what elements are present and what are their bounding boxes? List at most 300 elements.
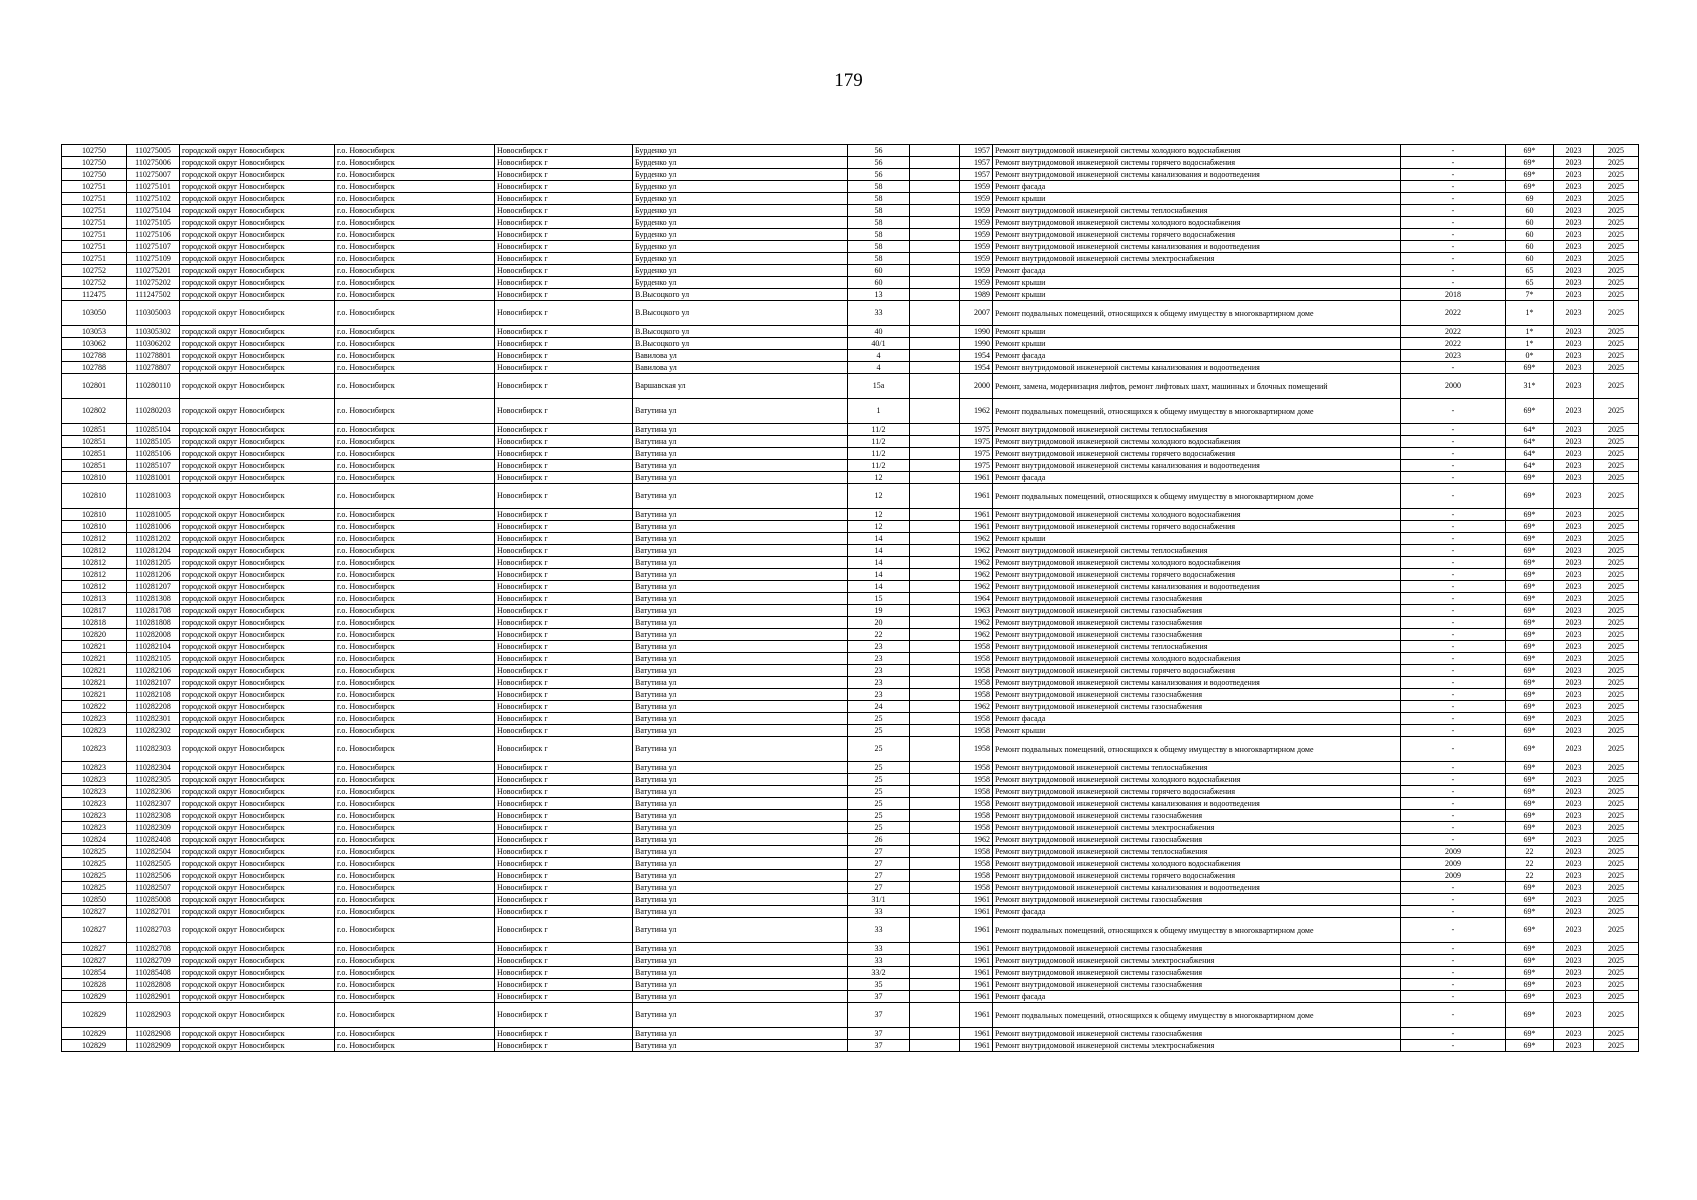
cell-work-type: Ремонт крыши [993, 725, 1401, 737]
cell-wear-percent: 22 [1506, 846, 1554, 858]
cell-settlement: Новосибирск г [495, 943, 633, 955]
cell-start-year: 2023 [1554, 846, 1594, 858]
cell-house-id: 102788 [62, 362, 127, 374]
cell-street: Ватутина ул [633, 424, 848, 436]
cell-municipality: г.о. Новосибирск [335, 436, 495, 448]
cell-year-built: 1962 [960, 617, 993, 629]
cell-end-year: 2025 [1594, 484, 1639, 509]
cell-work-type: Ремонт внутридомовой инженерной системы газоснабжения [993, 629, 1401, 641]
cell-year-built: 1958 [960, 858, 993, 870]
cell-end-year: 2025 [1594, 277, 1639, 289]
cell-building [910, 374, 960, 399]
cell-street: Ватутина ул [633, 798, 848, 810]
cell-year-built: 1961 [960, 894, 993, 906]
cell-municipality: г.о. Новосибирск [335, 641, 495, 653]
cell-last-repair-year: - [1401, 362, 1506, 374]
cell-house-id: 102821 [62, 653, 127, 665]
cell-building [910, 629, 960, 641]
cell-wear-percent: 69* [1506, 472, 1554, 484]
cell-work-type: Ремонт внутридомовой инженерной системы электроснабжения [993, 955, 1401, 967]
cell-settlement: Новосибирск г [495, 967, 633, 979]
cell-municipality: г.о. Новосибирск [335, 301, 495, 326]
cell-work-type: Ремонт внутридомовой инженерной системы холодного водоснабжения [993, 217, 1401, 229]
cell-year-built: 1957 [960, 145, 993, 157]
cell-house-number: 23 [848, 677, 910, 689]
cell-year-built: 1975 [960, 424, 993, 436]
cell-work-type: Ремонт фасада [993, 181, 1401, 193]
cell-wear-percent: 65 [1506, 265, 1554, 277]
cell-house-id: 102824 [62, 834, 127, 846]
cell-work-id: 110281808 [127, 617, 180, 629]
cell-wear-percent: 69* [1506, 569, 1554, 581]
cell-building [910, 677, 960, 689]
cell-work-type: Ремонт подвальных помещений, относящихся к общему имуществу в многоквартирном доме [993, 1003, 1401, 1028]
cell-settlement: Новосибирск г [495, 653, 633, 665]
cell-building [910, 169, 960, 181]
cell-building [910, 1028, 960, 1040]
cell-last-repair-year: - [1401, 882, 1506, 894]
cell-house-id: 102827 [62, 918, 127, 943]
table-row [62, 289, 1639, 301]
cell-municipality: г.о. Новосибирск [335, 448, 495, 460]
cell-work-id: 110280203 [127, 399, 180, 424]
cell-settlement: Новосибирск г [495, 193, 633, 205]
cell-start-year: 2023 [1554, 169, 1594, 181]
cell-house-id: 103053 [62, 326, 127, 338]
cell-settlement: Новосибирск г [495, 846, 633, 858]
cell-settlement: Новосибирск г [495, 265, 633, 277]
cell-end-year: 2025 [1594, 241, 1639, 253]
cell-end-year: 2025 [1594, 1028, 1639, 1040]
cell-work-type: Ремонт подвальных помещений, относящихся к общему имуществу в многоквартирном доме [993, 399, 1401, 424]
cell-year-built: 1959 [960, 253, 993, 265]
cell-street: Ватутина ул [633, 713, 848, 725]
cell-municipal-district: городской округ Новосибирск [180, 326, 335, 338]
cell-house-id: 102751 [62, 205, 127, 217]
cell-building [910, 205, 960, 217]
cell-house-id: 102825 [62, 870, 127, 882]
cell-building [910, 774, 960, 786]
cell-municipality: г.о. Новосибирск [335, 472, 495, 484]
cell-street: Вавилова ул [633, 350, 848, 362]
cell-last-repair-year: - [1401, 1028, 1506, 1040]
cell-work-type: Ремонт внутридомовой инженерной системы газоснабжения [993, 617, 1401, 629]
cell-building [910, 521, 960, 533]
cell-work-id: 110281206 [127, 569, 180, 581]
cell-street: Ватутина ул [633, 991, 848, 1003]
cell-work-type: Ремонт внутридомовой инженерной системы газоснабжения [993, 701, 1401, 713]
cell-municipality: г.о. Новосибирск [335, 350, 495, 362]
cell-house-number: 37 [848, 1040, 910, 1052]
cell-last-repair-year: - [1401, 774, 1506, 786]
cell-building [910, 557, 960, 569]
cell-street: Ватутина ул [633, 1003, 848, 1028]
cell-year-built: 1961 [960, 967, 993, 979]
cell-work-id: 111247502 [127, 289, 180, 301]
cell-building [910, 350, 960, 362]
cell-settlement: Новосибирск г [495, 448, 633, 460]
repair-program-table-container [61, 144, 1638, 1052]
cell-wear-percent: 1* [1506, 301, 1554, 326]
cell-end-year: 2025 [1594, 145, 1639, 157]
cell-house-number: 25 [848, 762, 910, 774]
cell-municipal-district: городской округ Новосибирск [180, 617, 335, 629]
cell-street: Бурденко ул [633, 241, 848, 253]
cell-last-repair-year: - [1401, 967, 1506, 979]
cell-year-built: 1959 [960, 217, 993, 229]
cell-start-year: 2023 [1554, 629, 1594, 641]
cell-settlement: Новосибирск г [495, 169, 633, 181]
cell-house-number: 56 [848, 157, 910, 169]
cell-start-year: 2023 [1554, 399, 1594, 424]
cell-wear-percent: 69* [1506, 593, 1554, 605]
cell-municipality: г.о. Новосибирск [335, 822, 495, 834]
cell-work-id: 110281708 [127, 605, 180, 617]
cell-last-repair-year: 2022 [1401, 338, 1506, 350]
cell-street: Ватутина ул [633, 509, 848, 521]
cell-settlement: Новосибирск г [495, 1040, 633, 1052]
cell-house-number: 11/2 [848, 448, 910, 460]
cell-work-type: Ремонт внутридомовой инженерной системы электроснабжения [993, 822, 1401, 834]
cell-settlement: Новосибирск г [495, 241, 633, 253]
cell-work-id: 110282408 [127, 834, 180, 846]
cell-house-id: 102751 [62, 253, 127, 265]
cell-settlement: Новосибирск г [495, 301, 633, 326]
cell-last-repair-year: 2000 [1401, 374, 1506, 399]
cell-start-year: 2023 [1554, 181, 1594, 193]
cell-end-year: 2025 [1594, 399, 1639, 424]
cell-last-repair-year: - [1401, 569, 1506, 581]
cell-start-year: 2023 [1554, 193, 1594, 205]
cell-work-id: 110305302 [127, 326, 180, 338]
cell-year-built: 1962 [960, 701, 993, 713]
cell-settlement: Новосибирск г [495, 786, 633, 798]
cell-building [910, 822, 960, 834]
cell-work-type: Ремонт внутридомовой инженерной системы газоснабжения [993, 967, 1401, 979]
cell-municipality: г.о. Новосибирск [335, 798, 495, 810]
cell-last-repair-year: - [1401, 798, 1506, 810]
cell-municipal-district: городской округ Новосибирск [180, 484, 335, 509]
cell-settlement: Новосибирск г [495, 460, 633, 472]
cell-start-year: 2023 [1554, 882, 1594, 894]
cell-work-id: 110282703 [127, 918, 180, 943]
cell-house-id: 102823 [62, 810, 127, 822]
cell-house-number: 14 [848, 533, 910, 545]
table-row [62, 786, 1639, 798]
cell-street: Ватутина ул [633, 436, 848, 448]
cell-house-number: 56 [848, 145, 910, 157]
cell-end-year: 2025 [1594, 906, 1639, 918]
cell-building [910, 145, 960, 157]
cell-year-built: 1957 [960, 157, 993, 169]
cell-wear-percent: 69* [1506, 521, 1554, 533]
cell-start-year: 2023 [1554, 241, 1594, 253]
table-row [62, 943, 1639, 955]
cell-last-repair-year: - [1401, 713, 1506, 725]
cell-municipality: г.о. Новосибирск [335, 362, 495, 374]
cell-municipal-district: городской округ Новосибирск [180, 991, 335, 1003]
cell-building [910, 605, 960, 617]
cell-house-number: 27 [848, 846, 910, 858]
table-row [62, 846, 1639, 858]
cell-house-number: 11/2 [848, 424, 910, 436]
cell-year-built: 1989 [960, 289, 993, 301]
cell-last-repair-year: - [1401, 181, 1506, 193]
cell-work-id: 110285408 [127, 967, 180, 979]
cell-work-type: Ремонт внутридомовой инженерной системы горячего водоснабжения [993, 665, 1401, 677]
cell-municipality: г.о. Новосибирск [335, 846, 495, 858]
table-row [62, 521, 1639, 533]
cell-house-number: 12 [848, 484, 910, 509]
cell-wear-percent: 69* [1506, 689, 1554, 701]
cell-end-year: 2025 [1594, 374, 1639, 399]
cell-work-type: Ремонт внутридомовой инженерной системы холодного водоснабжения [993, 509, 1401, 521]
cell-settlement: Новосибирск г [495, 629, 633, 641]
cell-last-repair-year: - [1401, 834, 1506, 846]
cell-start-year: 2023 [1554, 701, 1594, 713]
cell-building [910, 460, 960, 472]
cell-start-year: 2023 [1554, 484, 1594, 509]
table-row [62, 1003, 1639, 1028]
cell-municipal-district: городской округ Новосибирск [180, 918, 335, 943]
cell-wear-percent: 69 [1506, 193, 1554, 205]
cell-end-year: 2025 [1594, 641, 1639, 653]
cell-end-year: 2025 [1594, 882, 1639, 894]
cell-settlement: Новосибирск г [495, 229, 633, 241]
cell-settlement: Новосибирск г [495, 665, 633, 677]
cell-municipality: г.о. Новосибирск [335, 521, 495, 533]
cell-work-type: Ремонт подвальных помещений, относящихся к общему имуществу в многоквартирном доме [993, 301, 1401, 326]
cell-year-built: 1958 [960, 677, 993, 689]
cell-last-repair-year: - [1401, 810, 1506, 822]
cell-work-id: 110275007 [127, 169, 180, 181]
cell-start-year: 2023 [1554, 569, 1594, 581]
cell-street: Ватутина ул [633, 593, 848, 605]
table-row [62, 533, 1639, 545]
cell-building [910, 338, 960, 350]
cell-building [910, 1003, 960, 1028]
cell-building [910, 918, 960, 943]
cell-last-repair-year: - [1401, 472, 1506, 484]
cell-house-number: 60 [848, 277, 910, 289]
cell-municipality: г.о. Новосибирск [335, 858, 495, 870]
table-row [62, 822, 1639, 834]
cell-street: Ватутина ул [633, 882, 848, 894]
cell-year-built: 1958 [960, 882, 993, 894]
cell-start-year: 2023 [1554, 774, 1594, 786]
cell-start-year: 2023 [1554, 870, 1594, 882]
cell-start-year: 2023 [1554, 253, 1594, 265]
cell-street: Ватутина ул [633, 762, 848, 774]
cell-building [910, 617, 960, 629]
cell-municipality: г.о. Новосибирск [335, 725, 495, 737]
cell-start-year: 2023 [1554, 265, 1594, 277]
cell-wear-percent: 69* [1506, 822, 1554, 834]
cell-work-type: Ремонт крыши [993, 289, 1401, 301]
cell-year-built: 1959 [960, 229, 993, 241]
cell-start-year: 2023 [1554, 557, 1594, 569]
cell-street: Ватутина ул [633, 955, 848, 967]
cell-start-year: 2023 [1554, 521, 1594, 533]
table-row [62, 870, 1639, 882]
cell-year-built: 1961 [960, 521, 993, 533]
cell-street: Ватутина ул [633, 834, 848, 846]
cell-municipality: г.о. Новосибирск [335, 991, 495, 1003]
cell-work-type: Ремонт внутридомовой инженерной системы холодного водоснабжения [993, 145, 1401, 157]
cell-municipality: г.о. Новосибирск [335, 169, 495, 181]
cell-settlement: Новосибирск г [495, 181, 633, 193]
cell-house-id: 102828 [62, 979, 127, 991]
cell-wear-percent: 69* [1506, 533, 1554, 545]
cell-work-id: 110282107 [127, 677, 180, 689]
cell-start-year: 2023 [1554, 822, 1594, 834]
cell-start-year: 2023 [1554, 277, 1594, 289]
cell-last-repair-year: - [1401, 424, 1506, 436]
cell-settlement: Новосибирск г [495, 593, 633, 605]
cell-last-repair-year: - [1401, 918, 1506, 943]
cell-municipal-district: городской округ Новосибирск [180, 870, 335, 882]
cell-work-type: Ремонт внутридомовой инженерной системы газоснабжения [993, 605, 1401, 617]
cell-last-repair-year: - [1401, 605, 1506, 617]
cell-wear-percent: 69* [1506, 979, 1554, 991]
cell-house-id: 102810 [62, 484, 127, 509]
cell-house-id: 102821 [62, 677, 127, 689]
cell-house-number: 14 [848, 581, 910, 593]
cell-work-type: Ремонт внутридомовой инженерной системы холодного водоснабжения [993, 653, 1401, 665]
cell-end-year: 2025 [1594, 593, 1639, 605]
cell-house-id: 102825 [62, 882, 127, 894]
cell-year-built: 1958 [960, 762, 993, 774]
cell-settlement: Новосибирск г [495, 374, 633, 399]
cell-building [910, 253, 960, 265]
table-row [62, 593, 1639, 605]
cell-house-id: 102812 [62, 581, 127, 593]
cell-municipal-district: городской округ Новосибирск [180, 1028, 335, 1040]
cell-end-year: 2025 [1594, 1003, 1639, 1028]
cell-last-repair-year: - [1401, 277, 1506, 289]
cell-settlement: Новосибирск г [495, 521, 633, 533]
cell-wear-percent: 69* [1506, 701, 1554, 713]
table-row [62, 169, 1639, 181]
cell-last-repair-year: - [1401, 581, 1506, 593]
cell-work-type: Ремонт внутридомовой инженерной системы электроснабжения [993, 1040, 1401, 1052]
cell-municipal-district: городской округ Новосибирск [180, 641, 335, 653]
cell-wear-percent: 69* [1506, 786, 1554, 798]
cell-house-id: 103062 [62, 338, 127, 350]
cell-end-year: 2025 [1594, 629, 1639, 641]
cell-house-number: 14 [848, 557, 910, 569]
cell-last-repair-year: - [1401, 689, 1506, 701]
cell-wear-percent: 69* [1506, 181, 1554, 193]
cell-year-built: 1954 [960, 362, 993, 374]
cell-work-id: 110285008 [127, 894, 180, 906]
cell-municipality: г.о. Новосибирск [335, 581, 495, 593]
cell-last-repair-year: - [1401, 906, 1506, 918]
cell-end-year: 2025 [1594, 265, 1639, 277]
table-row [62, 713, 1639, 725]
cell-municipality: г.о. Новосибирск [335, 181, 495, 193]
cell-street: Ватутина ул [633, 533, 848, 545]
cell-work-type: Ремонт внутридомовой инженерной системы горячего водоснабжения [993, 448, 1401, 460]
cell-settlement: Новосибирск г [495, 509, 633, 521]
cell-house-id: 102827 [62, 906, 127, 918]
cell-street: Бурденко ул [633, 145, 848, 157]
cell-house-id: 102751 [62, 181, 127, 193]
cell-house-id: 102812 [62, 569, 127, 581]
cell-house-number: 27 [848, 870, 910, 882]
table-row [62, 424, 1639, 436]
cell-work-type: Ремонт внутридомовой инженерной системы холодного водоснабжения [993, 858, 1401, 870]
cell-house-number: 27 [848, 858, 910, 870]
cell-end-year: 2025 [1594, 737, 1639, 762]
cell-start-year: 2023 [1554, 145, 1594, 157]
cell-house-id: 102823 [62, 762, 127, 774]
cell-start-year: 2023 [1554, 581, 1594, 593]
cell-building [910, 882, 960, 894]
cell-municipal-district: городской округ Новосибирск [180, 253, 335, 265]
cell-year-built: 1962 [960, 581, 993, 593]
cell-end-year: 2025 [1594, 545, 1639, 557]
cell-settlement: Новосибирск г [495, 737, 633, 762]
cell-work-id: 110282106 [127, 665, 180, 677]
cell-municipality: г.о. Новосибирск [335, 289, 495, 301]
cell-start-year: 2023 [1554, 436, 1594, 448]
cell-work-type: Ремонт внутридомовой инженерной системы газоснабжения [993, 1028, 1401, 1040]
cell-start-year: 2023 [1554, 1040, 1594, 1052]
cell-municipal-district: городской округ Новосибирск [180, 472, 335, 484]
cell-house-number: 40 [848, 326, 910, 338]
cell-year-built: 1961 [960, 1040, 993, 1052]
cell-settlement: Новосибирск г [495, 217, 633, 229]
cell-settlement: Новосибирск г [495, 762, 633, 774]
table-row [62, 737, 1639, 762]
cell-work-type: Ремонт внутридомовой инженерной системы горячего водоснабжения [993, 786, 1401, 798]
cell-work-type: Ремонт внутридомовой инженерной системы теплоснабжения [993, 762, 1401, 774]
cell-street: В.Высоцкого ул [633, 301, 848, 326]
cell-house-id: 102827 [62, 943, 127, 955]
cell-last-repair-year: - [1401, 979, 1506, 991]
cell-work-type: Ремонт подвальных помещений, относящихся к общему имуществу в многоквартирном доме [993, 737, 1401, 762]
cell-start-year: 2023 [1554, 991, 1594, 1003]
cell-start-year: 2023 [1554, 593, 1594, 605]
cell-house-number: 11/2 [848, 436, 910, 448]
cell-house-number: 20 [848, 617, 910, 629]
cell-street: Ватутина ул [633, 460, 848, 472]
cell-building [910, 424, 960, 436]
cell-building [910, 448, 960, 460]
cell-street: Ватутина ул [633, 701, 848, 713]
cell-wear-percent: 69* [1506, 399, 1554, 424]
cell-house-id: 102818 [62, 617, 127, 629]
cell-municipality: г.о. Новосибирск [335, 157, 495, 169]
cell-start-year: 2023 [1554, 955, 1594, 967]
cell-house-number: 56 [848, 169, 910, 181]
cell-work-type: Ремонт внутридомовой инженерной системы теплоснабжения [993, 424, 1401, 436]
cell-street: Бурденко ул [633, 193, 848, 205]
cell-end-year: 2025 [1594, 326, 1639, 338]
cell-end-year: 2025 [1594, 774, 1639, 786]
cell-house-number: 37 [848, 1028, 910, 1040]
cell-municipality: г.о. Новосибирск [335, 665, 495, 677]
cell-house-number: 58 [848, 253, 910, 265]
cell-settlement: Новосибирск г [495, 725, 633, 737]
cell-street: Ватутина ул [633, 870, 848, 882]
cell-municipality: г.о. Новосибирск [335, 217, 495, 229]
cell-municipal-district: городской округ Новосибирск [180, 277, 335, 289]
cell-house-id: 102851 [62, 448, 127, 460]
cell-work-id: 110282507 [127, 882, 180, 894]
cell-settlement: Новосибирск г [495, 870, 633, 882]
